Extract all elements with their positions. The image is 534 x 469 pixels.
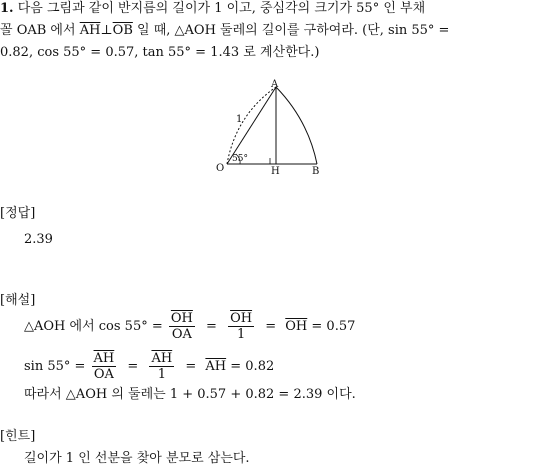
equals-sign: = bbox=[185, 359, 197, 374]
answer-value: 2.39 bbox=[24, 232, 53, 247]
equals-sign: = bbox=[127, 359, 139, 374]
solution-l1-prefix: △AOH 에서 cos 55° = bbox=[24, 319, 163, 334]
problem-text-1: 다음 그림과 같이 반지름의 길이가 1 이고, 중심각의 크기가 55° 인 부채 bbox=[17, 1, 426, 16]
fraction-oh-1 bbox=[228, 311, 254, 342]
problem-line-2 bbox=[0, 22, 449, 40]
problem-text-3: 0.82, cos 55° = 0.57, tan 55° = 1.43 로 계산한다.) bbox=[0, 45, 320, 60]
label-b: B bbox=[312, 166, 320, 177]
equals-sign: = bbox=[206, 319, 217, 334]
equals-sign: = bbox=[265, 319, 277, 334]
solution-line-2 bbox=[24, 351, 274, 383]
problem-number: 1. bbox=[0, 1, 14, 16]
solution-l2-tail: = 0.82 bbox=[230, 359, 275, 374]
solution-l1-tail: = 0.57 bbox=[311, 319, 356, 334]
solution-l2-prefix: sin 55° = bbox=[24, 359, 86, 374]
solution-header: [해설] bbox=[0, 293, 36, 308]
label-radius: 1 bbox=[236, 114, 243, 125]
fraction-ah-1 bbox=[149, 351, 174, 382]
segment-ah: $\overline{AH}$ bbox=[205, 359, 227, 374]
fraction-denominator: OA bbox=[93, 367, 114, 382]
hint-text: 길이가 1 인 선분을 찾아 분모로 삼는다. bbox=[24, 451, 250, 466]
fraction-denominator: 1 bbox=[236, 327, 246, 342]
sector-figure bbox=[0, 75, 534, 185]
fraction-numerator: $\overline{OH}$ bbox=[170, 311, 193, 326]
label-h: H bbox=[271, 166, 280, 177]
label-o: O bbox=[216, 163, 225, 174]
segment-ob: $\overline{OB}$ bbox=[112, 23, 133, 38]
problem-line-1 bbox=[0, 0, 425, 18]
fraction-oh-oa bbox=[169, 311, 195, 342]
solution-line-3: 따라서 △AOH 의 둘레는 1 + 0.57 + 0.82 = 2.39 이다. bbox=[24, 387, 356, 402]
answer-header: [정답] bbox=[0, 206, 36, 221]
perp-symbol: ⊥ bbox=[100, 23, 113, 38]
sector-arc bbox=[276, 87, 317, 164]
problem-text-2a: 꼴 OAB 에서 bbox=[0, 23, 76, 38]
segment-oh: $\overline{OH}$ bbox=[285, 319, 308, 334]
segment-ah: $\overline{AH}$ bbox=[79, 23, 101, 38]
label-angle: 55° bbox=[232, 154, 248, 164]
fraction-numerator: $\overline{AH}$ bbox=[151, 351, 173, 366]
label-a: A bbox=[271, 79, 279, 90]
hint-header: [힌트] bbox=[0, 429, 36, 444]
solution-line-1 bbox=[24, 311, 355, 343]
fraction-numerator: $\overline{OH}$ bbox=[230, 311, 253, 326]
fraction-denominator: 1 bbox=[157, 367, 166, 382]
fraction-denominator: OA bbox=[171, 327, 192, 342]
fraction-numerator: $\overline{AH}$ bbox=[93, 351, 115, 366]
problem-text-2b: 일 때, △AOH 둘레의 길이를 구하여라. (단, sin 55° = bbox=[137, 23, 450, 38]
fraction-ah-oa bbox=[92, 351, 117, 382]
radius-oa bbox=[227, 87, 276, 164]
problem-line-3 bbox=[0, 44, 319, 62]
